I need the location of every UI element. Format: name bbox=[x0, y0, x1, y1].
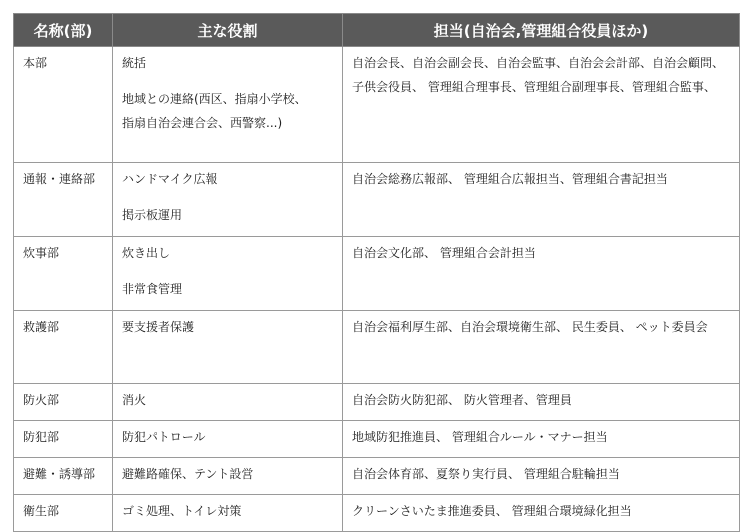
cell-roles bbox=[113, 237, 343, 311]
role-line: 統括 bbox=[122, 56, 147, 70]
table-row bbox=[14, 384, 740, 421]
header-role: 主な役割 bbox=[113, 14, 343, 47]
cell-charge: 自治会長、自治会副会長、自治会監事、自治会会計部、自治会顧問、子供会役員、 管理組合理事長、管理組合副理事長、管理組合監事、 bbox=[343, 47, 740, 163]
roles-table-container bbox=[13, 13, 739, 532]
cell-roles bbox=[113, 458, 343, 495]
role-line: 要支援者保護 bbox=[122, 320, 195, 334]
cell-charge: クリーンさいたま推進委員、 管理組合環境緑化担当 bbox=[343, 495, 740, 532]
role-line: 炊き出し bbox=[122, 246, 171, 260]
cell-roles bbox=[113, 47, 343, 163]
table-row bbox=[14, 311, 740, 384]
header-name: 名称(部) bbox=[14, 14, 113, 47]
cell-name: 防火部 bbox=[14, 384, 113, 421]
cell-roles bbox=[113, 421, 343, 458]
role-line: 地域との連絡(西区、指扇小学校、 bbox=[122, 92, 307, 106]
cell-charge: 自治会文化部、 管理組合会計担当 bbox=[343, 237, 740, 311]
cell-name: 炊事部 bbox=[14, 237, 113, 311]
table-row bbox=[14, 237, 740, 311]
cell-roles bbox=[113, 384, 343, 421]
roles-table bbox=[13, 13, 740, 532]
cell-charge: 自治会福利厚生部、自治会環境衛生部、 民生委員、 ペット委員会 bbox=[343, 311, 740, 384]
role-line: 掲示板運用 bbox=[122, 208, 183, 222]
cell-charge: 自治会総務広報部、 管理組合広報担当、管理組合書記担当 bbox=[343, 163, 740, 237]
cell-roles bbox=[113, 495, 343, 532]
header-charge: 担当(自治会,管理組合役員ほか) bbox=[343, 14, 740, 47]
cell-name: 避難・誘導部 bbox=[14, 458, 113, 495]
table-row bbox=[14, 47, 740, 163]
cell-name: 救護部 bbox=[14, 311, 113, 384]
cell-charge: 自治会体育部、夏祭り実行員、 管理組合駐輪担当 bbox=[343, 458, 740, 495]
role-line: 消火 bbox=[122, 393, 147, 407]
role-line: 避難路確保、テント設営 bbox=[122, 467, 254, 481]
role-line: ゴミ処理、トイレ対策 bbox=[122, 504, 242, 518]
table-row bbox=[14, 495, 740, 532]
role-line: 非常食管理 bbox=[122, 282, 183, 296]
cell-charge: 地域防犯推進員、 管理組合ルール・マナー担当 bbox=[343, 421, 740, 458]
cell-name: 衛生部 bbox=[14, 495, 113, 532]
role-line: ハンドマイク広報 bbox=[122, 172, 218, 186]
role-line: 指扇自治会連合会、西警察...) bbox=[122, 116, 283, 130]
cell-name: 防犯部 bbox=[14, 421, 113, 458]
cell-name: 通報・連絡部 bbox=[14, 163, 113, 237]
table-row bbox=[14, 163, 740, 237]
table-row bbox=[14, 421, 740, 458]
role-line: 防犯パトロール bbox=[122, 430, 206, 444]
cell-name: 本部 bbox=[14, 47, 113, 163]
cell-roles bbox=[113, 311, 343, 384]
table-row bbox=[14, 458, 740, 495]
cell-roles bbox=[113, 163, 343, 237]
cell-charge: 自治会防火防犯部、 防火管理者、管理員 bbox=[343, 384, 740, 421]
table-header-row bbox=[14, 14, 740, 47]
